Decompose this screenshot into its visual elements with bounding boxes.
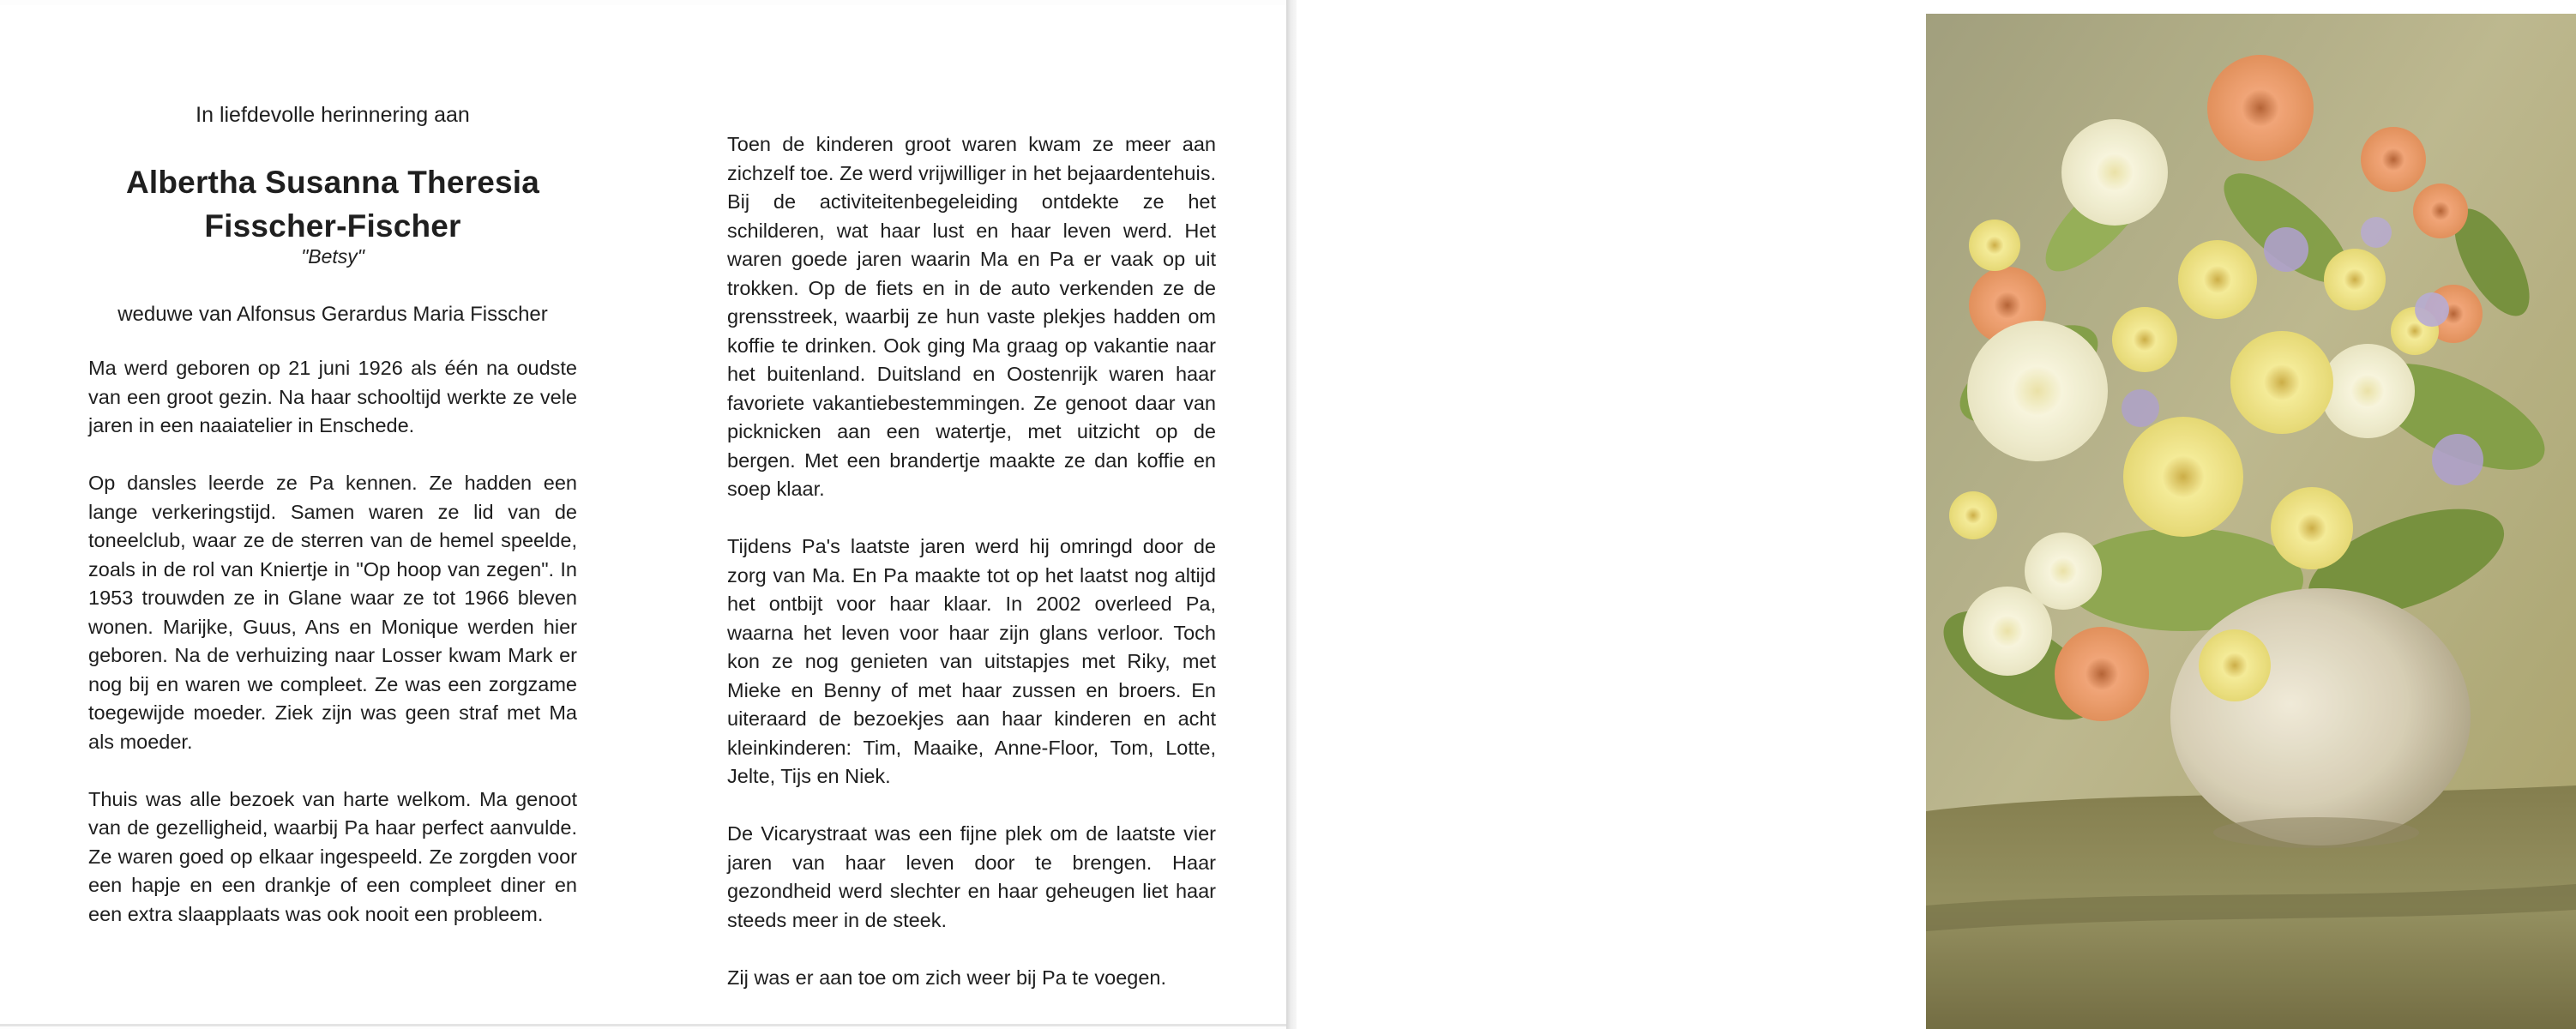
nickname: "Betsy"	[301, 245, 364, 268]
biography-paragraph: Toen de kinderen groot waren kwam ze meer aan zichzelf toe. Ze werd vrijwilliger in het bejaardentehuis. Bij de activiteitenbegeleiding ontdekte ze het schilderen, wat haar lust en haar leven werd. Het waren goede jaren waarin Ma en Pa er vaak op uit trokken. Op de fiets en in de auto verkenden ze de grensstreek, waarbij ze hun vaste plekjes hadden om koffie te drinken. Ook ging Ma graag op vakantie naar het buitenland. Duitsland en Oostenrijk waren haar favoriete vakantiebestemmingen. Ze genoot daar van picknicken aan een watertje, met uitzicht op de bergen. Met een brandertje maakte ze dan koffie en soep klaar.	[727, 133, 1216, 500]
biography-paragraph: Thuis was alle bezoek van harte welkom. Ma genoot van de gezelligheid, waarbij Pa haar perfect aanvulde. Ze waren goed op elkaar ingespeeld. Ze zorgden voor een hapje en een drankje of een compleet diner en een extra slaapplaats was ook nooit een probleem.	[88, 787, 577, 925]
biography-paragraph: De Vicarystraat was een fijne plek om de laatste vier jaren van haar leven door te brengen. Haar gezondheid werd slechter en haar geheugen liet haar steeds meer in de steek.	[727, 822, 1216, 931]
card-fold-edge	[1286, 0, 1297, 1029]
biography-paragraph: Ma werd geboren op 21 juni 1926 als één na oudste van een groot gezin. Na haar schooltijd werkte ze vele jaren in een naaiatelier in Enschede.	[88, 357, 577, 436]
widow-of-line: weduwe van Alfonsus Gerardus Maria Fisscher	[117, 303, 548, 326]
biography-paragraph: Zij was er aan toe om zich weer bij Pa te voegen.	[727, 966, 1167, 989]
flower-vase-painting-icon	[1926, 14, 2576, 1029]
biography-paragraph: Op dansles leerde ze Pa kennen. Ze hadden een lange verkeringstijd. Samen waren ze lid van de toneelclub, waar ze de sterren van de hemel speelde, zoals in de rol van Kniertje in "Op hoop van zegen". In 1953 trouwden ze in Glane waar ze tot 1966 bleven wonen. Marijke, Guus, Ans en Monique werden hier geboren. Na de verhuizing naar Losser kwam Mark er nog bij en waren we compleet. Ze was een zorgzame toegewijde moeder. Ziek zijn was geen straf met Ma als moeder.	[88, 472, 577, 753]
left-text-column	[88, 354, 577, 958]
deceased-name-line-1: Albertha Susanna Theresia	[125, 165, 540, 200]
right-text-column	[727, 130, 1216, 1021]
deceased-name-line-2: Fisscher-Fischer	[204, 208, 461, 244]
biography-paragraph: Tijdens Pa's laatste jaren werd hij omringd door de zorg van Ma. En Pa maakte tot op het laatst nog altijd het ontbijt voor haar klaar. In 2002 overleed Pa, waarna het leven voor haar zijn glans verloor. Toch kon ze nog genieten van uitstapjes met Riky, met Mieke en Benny of met haar zussen en broers. En uiteraard de bezoekjes aan haar kinderen en acht kleinkinderen: Tim, Maaike, Anne-Floor, Tom, Lotte, Jelte, Tijs en Niek.	[727, 535, 1216, 787]
memorial-card-inner-spread	[0, 5, 1286, 1026]
intro-line: In liefdevolle herinnering aan	[196, 103, 470, 127]
